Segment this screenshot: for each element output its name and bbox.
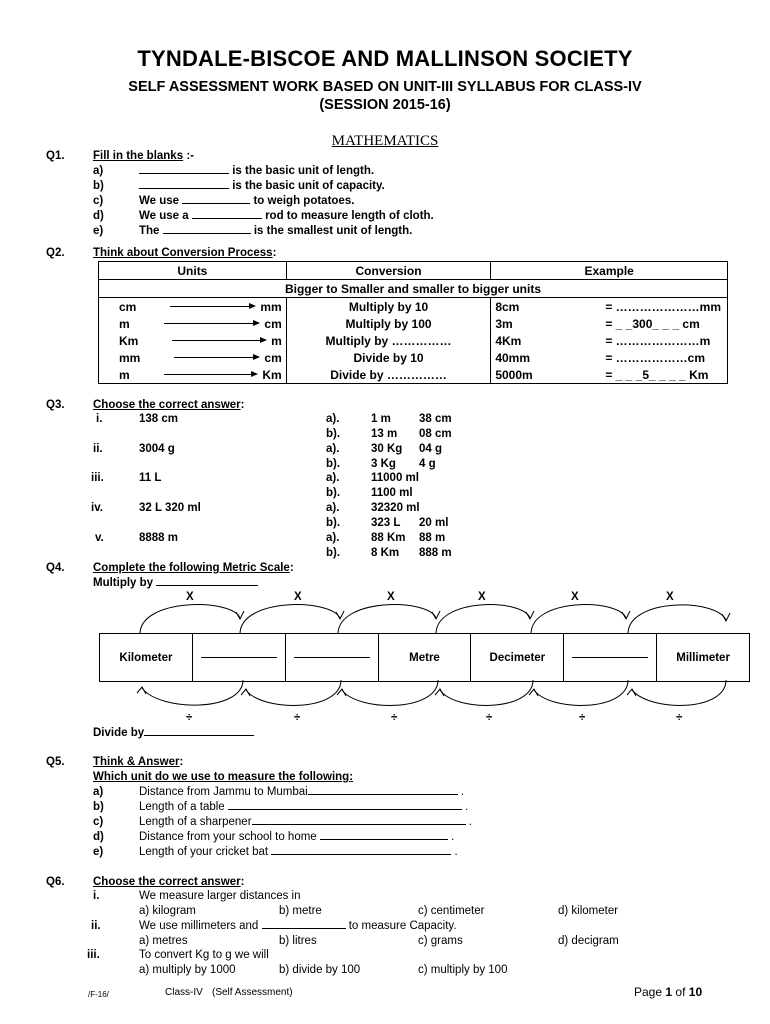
q1-item-pre: The <box>139 225 160 237</box>
q5-item-letter: e) <box>93 846 104 858</box>
q1-number: Q1. <box>46 150 65 162</box>
q5-item-letter: a) <box>93 786 104 798</box>
scale-cell-kilometer: Kilometer <box>100 634 193 681</box>
q6-option[interactable]: a) multiply by 1000 <box>139 964 236 976</box>
q1-item-text: to weigh potatoes. <box>253 195 355 207</box>
scale-blank[interactable] <box>201 657 277 658</box>
q3-question: 11 L <box>139 472 162 484</box>
q5-item-letter: d) <box>93 831 104 843</box>
q3-roman: ii. <box>93 443 103 455</box>
from-unit: mm <box>119 350 141 365</box>
curved-arrow-icon <box>632 680 726 705</box>
option-value[interactable]: 88 m <box>419 532 446 544</box>
answer-blank[interactable] <box>262 928 346 929</box>
q5-item-end: . <box>454 846 458 858</box>
page-number: 1 <box>665 985 673 999</box>
example-value: 40mm <box>495 350 531 365</box>
footer-code: /F-16/ <box>88 990 109 999</box>
divide-by-line <box>93 727 254 739</box>
option-value[interactable]: 3 Kg <box>371 458 396 470</box>
option-value[interactable]: 323 L <box>371 517 401 529</box>
q6-option[interactable]: d) kilometer <box>558 905 619 917</box>
units-header: Units <box>99 262 287 280</box>
q6-option[interactable]: c) multiply by 100 <box>418 964 508 976</box>
option-letter[interactable]: a). <box>326 413 340 425</box>
from-unit: m <box>119 367 130 382</box>
q3-number: Q3. <box>46 399 65 411</box>
q6-number: Q6. <box>46 876 65 888</box>
option-value[interactable]: 11000 ml <box>371 472 419 484</box>
to-unit: Km <box>262 367 282 382</box>
answer-blank[interactable] <box>308 794 458 795</box>
option-value[interactable]: 4 g <box>419 458 436 470</box>
q1-item-letter: b) <box>93 180 104 192</box>
divide-by-blank[interactable] <box>144 735 254 736</box>
q1-item-letter: d) <box>93 210 104 222</box>
q5-item <box>139 846 458 858</box>
q4-title-text: Complete the following Metric Scale <box>93 562 290 574</box>
scale-cell-blank[interactable] <box>564 634 657 681</box>
q5-item <box>139 786 464 798</box>
option-letter[interactable]: b). <box>326 487 341 499</box>
answer-blank[interactable] <box>228 809 462 810</box>
q1-item-text: is the basic unit of length. <box>232 165 375 177</box>
q3-question: 8888 m <box>139 532 179 544</box>
option-letter[interactable]: a). <box>326 472 340 484</box>
q5-title <box>93 756 183 768</box>
q5-item-text: Length of a table <box>139 801 225 813</box>
q5-item-text: Length of a sharpener <box>139 816 252 828</box>
divide-by-label: Divide by <box>93 727 145 739</box>
option-value[interactable]: 1100 ml <box>371 487 413 499</box>
conversion-cell[interactable]: Multiply by …………… <box>286 332 491 349</box>
curved-arrow-icon <box>534 680 628 705</box>
q1-item-pre: We use a <box>139 210 189 222</box>
page-of-label: of <box>675 985 686 999</box>
scale-cell-metre: Metre <box>379 634 472 681</box>
q5-item <box>139 816 472 828</box>
conversion-cell[interactable]: Divide by …………… <box>286 366 491 384</box>
scale-cell-decimeter: Decimeter <box>471 634 564 681</box>
q6-option[interactable]: a) metres <box>139 935 188 947</box>
session-label: (SESSION 2015-16) <box>319 97 451 113</box>
multiply-mark: X <box>666 591 674 603</box>
q3-title-text: Choose the correct answer <box>93 399 241 411</box>
divide-mark: ÷ <box>186 712 193 724</box>
q5-title-text: Think & Answer <box>93 756 180 768</box>
page-total: 10 <box>688 985 703 999</box>
table-subheader: Bigger to Smaller and smaller to bigger units <box>99 280 728 298</box>
q6-question <box>139 920 457 932</box>
scale-blank[interactable] <box>572 657 648 658</box>
option-letter[interactable]: b). <box>326 458 341 470</box>
multiply-mark: X <box>294 591 302 603</box>
curved-arrow-icon <box>240 605 340 634</box>
scale-blank[interactable] <box>294 657 370 658</box>
example-value: 5000m <box>495 367 533 382</box>
q6-roman: iii. <box>87 949 100 961</box>
divide-mark: ÷ <box>391 712 398 724</box>
footer-assessment: (Self Assessment) <box>212 987 293 998</box>
conversion-header: Conversion <box>286 262 491 280</box>
answer-blank[interactable] <box>271 854 451 855</box>
q6-question-post: to measure Capacity. <box>348 920 457 932</box>
conversion-cell: Multiply by 10 <box>286 298 491 316</box>
multiply-mark: X <box>478 591 486 603</box>
q1-item-pre: We use <box>139 195 180 207</box>
q5-subtitle: Which unit do we use to measure the following: <box>93 771 354 783</box>
q2-number: Q2. <box>46 247 65 259</box>
to-unit: mm <box>260 299 282 314</box>
q1-item-text: rod to measure length of cloth. <box>265 210 434 222</box>
q1-item-letter: e) <box>93 225 104 237</box>
q3-title-suffix: : <box>240 399 245 411</box>
q5-item-end: . <box>451 831 455 843</box>
q6-roman: ii. <box>91 920 101 932</box>
q2-title-suffix: : <box>272 247 277 259</box>
q6-option[interactable]: c) grams <box>418 935 463 947</box>
option-letter[interactable]: a). <box>326 502 340 514</box>
q5-item-end: . <box>468 816 472 828</box>
q3-roman: iv. <box>91 502 103 514</box>
scale-cell-millimeter: Millimeter <box>676 651 730 664</box>
q5-item-end: . <box>465 801 469 813</box>
document-subtitle: SELF ASSESSMENT WORK BASED ON UNIT-III SYLLABUS FOR CLASS-IV <box>128 79 642 95</box>
curved-arrow-icon <box>246 680 341 705</box>
q4-number: Q4. <box>46 562 65 574</box>
q3-question: 3004 g <box>139 443 175 455</box>
q1-item-text: is the smallest unit of length. <box>253 225 413 237</box>
example-result[interactable]: = _ _ _5_ _ _ _ Km <box>605 367 709 382</box>
option-letter[interactable]: b). <box>326 547 341 559</box>
example-value: 4Km <box>495 333 522 348</box>
q3-roman: v. <box>95 532 104 544</box>
answer-blank[interactable] <box>252 824 466 825</box>
divide-mark: ÷ <box>579 712 586 724</box>
multiply-by-label: Multiply by <box>93 577 154 589</box>
from-unit: cm <box>119 299 137 314</box>
option-value[interactable]: 888 m <box>419 547 452 559</box>
option-value[interactable]: 1 m <box>371 413 391 425</box>
q6-roman: i. <box>93 890 100 902</box>
q3-roman: iii. <box>91 472 104 484</box>
from-unit: m <box>119 316 130 331</box>
option-value[interactable]: 88 Km <box>371 532 406 544</box>
option-letter[interactable]: b). <box>326 428 341 440</box>
option-letter[interactable]: b). <box>326 517 341 529</box>
q3-roman: i. <box>96 413 103 425</box>
scale-cell-blank[interactable] <box>193 634 286 681</box>
q6-option[interactable]: b) metre <box>279 905 322 917</box>
q1-item-letter: a) <box>93 165 104 177</box>
conversion-cell: Divide by 10 <box>286 349 491 366</box>
scale-cell-blank[interactable] <box>286 634 379 681</box>
document-title: TYNDALE-BISCOE AND MALLINSON SOCIETY <box>137 46 633 71</box>
example-value: 3m <box>495 316 513 331</box>
example-result[interactable]: = _ _300_ _ _ cm <box>605 316 700 331</box>
q6-question: To convert Kg to g we will <box>139 949 269 961</box>
option-value[interactable]: 08 cm <box>419 428 452 440</box>
option-value[interactable]: 20 ml <box>419 517 449 529</box>
q3-question: 32 L 320 ml <box>139 502 201 514</box>
curved-arrow-icon <box>338 605 436 634</box>
q3-question: 138 cm <box>139 413 179 425</box>
q6-option[interactable]: b) divide by 100 <box>279 964 361 976</box>
multiply-mark: X <box>387 591 395 603</box>
example-value: 8cm <box>495 299 520 314</box>
curved-arrow-icon <box>436 605 530 634</box>
q6-title <box>93 876 244 888</box>
example-header: Example <box>491 262 728 280</box>
option-letter[interactable]: a). <box>326 443 340 455</box>
example-result[interactable]: = …………………mm <box>605 299 722 314</box>
curved-arrow-icon <box>140 605 240 634</box>
q6-title-text: Choose the correct answer <box>93 876 241 888</box>
q1-item-letter: c) <box>93 195 104 207</box>
q4-title-suffix: : <box>289 562 294 574</box>
example-result[interactable]: = …………………m <box>605 333 711 348</box>
multiply-mark: X <box>186 591 194 603</box>
divide-mark: ÷ <box>294 712 301 724</box>
option-value[interactable]: 8 Km <box>371 547 400 559</box>
answer-blank[interactable] <box>320 839 448 840</box>
curved-arrow-icon <box>440 680 533 705</box>
q2-title-text: Think about Conversion Process <box>93 247 273 259</box>
multiply-mark: X <box>571 591 579 603</box>
example-result[interactable]: = ………………cm <box>605 350 706 365</box>
q6-question-pre: We use millimeters and <box>139 920 259 932</box>
page-label: Page <box>634 985 663 999</box>
q1-item-text: is the basic unit of capacity. <box>232 180 385 192</box>
option-letter[interactable]: a). <box>326 532 340 544</box>
q1-title-text: Fill in the blanks <box>93 150 184 162</box>
curved-arrow-icon <box>531 605 626 634</box>
to-unit: m <box>271 333 282 348</box>
q5-item-text: Distance from Jammu to Mumbai <box>139 786 308 798</box>
q5-item <box>139 831 454 843</box>
q6-option[interactable]: b) litres <box>279 935 317 947</box>
to-unit: cm <box>264 316 282 331</box>
q6-option[interactable]: c) centimeter <box>418 905 485 917</box>
divide-mark: ÷ <box>676 712 683 724</box>
conversion-cell: Multiply by 100 <box>286 315 491 332</box>
metric-scale <box>99 633 750 682</box>
q5-item-text: Length of your cricket bat <box>139 846 269 858</box>
q5-item-letter: c) <box>93 816 104 828</box>
curved-arrow-icon <box>628 605 726 634</box>
q6-title-suffix: : <box>240 876 245 888</box>
option-value[interactable]: 38 cm <box>419 413 452 425</box>
footer-class: Class-IV <box>165 987 203 998</box>
option-value[interactable]: 13 m <box>371 428 398 440</box>
q5-title-suffix: : <box>179 756 184 768</box>
q5-item-text: Distance from your school to home <box>139 831 317 843</box>
q6-option[interactable]: d) decigram <box>558 935 619 947</box>
q6-question: We measure larger distances in <box>139 890 301 902</box>
q1-title-suffix: :- <box>186 150 194 162</box>
curved-arrow-icon <box>342 680 438 705</box>
option-value[interactable]: 32320 ml <box>371 502 420 514</box>
to-unit: cm <box>264 350 282 365</box>
q5-item <box>139 801 468 813</box>
option-value[interactable]: 30 Kg <box>371 443 403 455</box>
from-unit: Km <box>119 333 139 348</box>
subject-heading: MATHEMATICS <box>331 133 439 149</box>
q5-item-letter: b) <box>93 801 104 813</box>
curved-arrow-icon <box>142 680 243 705</box>
q5-number: Q5. <box>46 756 65 768</box>
option-value[interactable]: 04 g <box>419 443 443 455</box>
q5-item-end: . <box>460 786 465 798</box>
divide-mark: ÷ <box>486 712 493 724</box>
page-indicator <box>634 985 702 999</box>
q6-option[interactable]: a) kilogram <box>139 905 196 917</box>
